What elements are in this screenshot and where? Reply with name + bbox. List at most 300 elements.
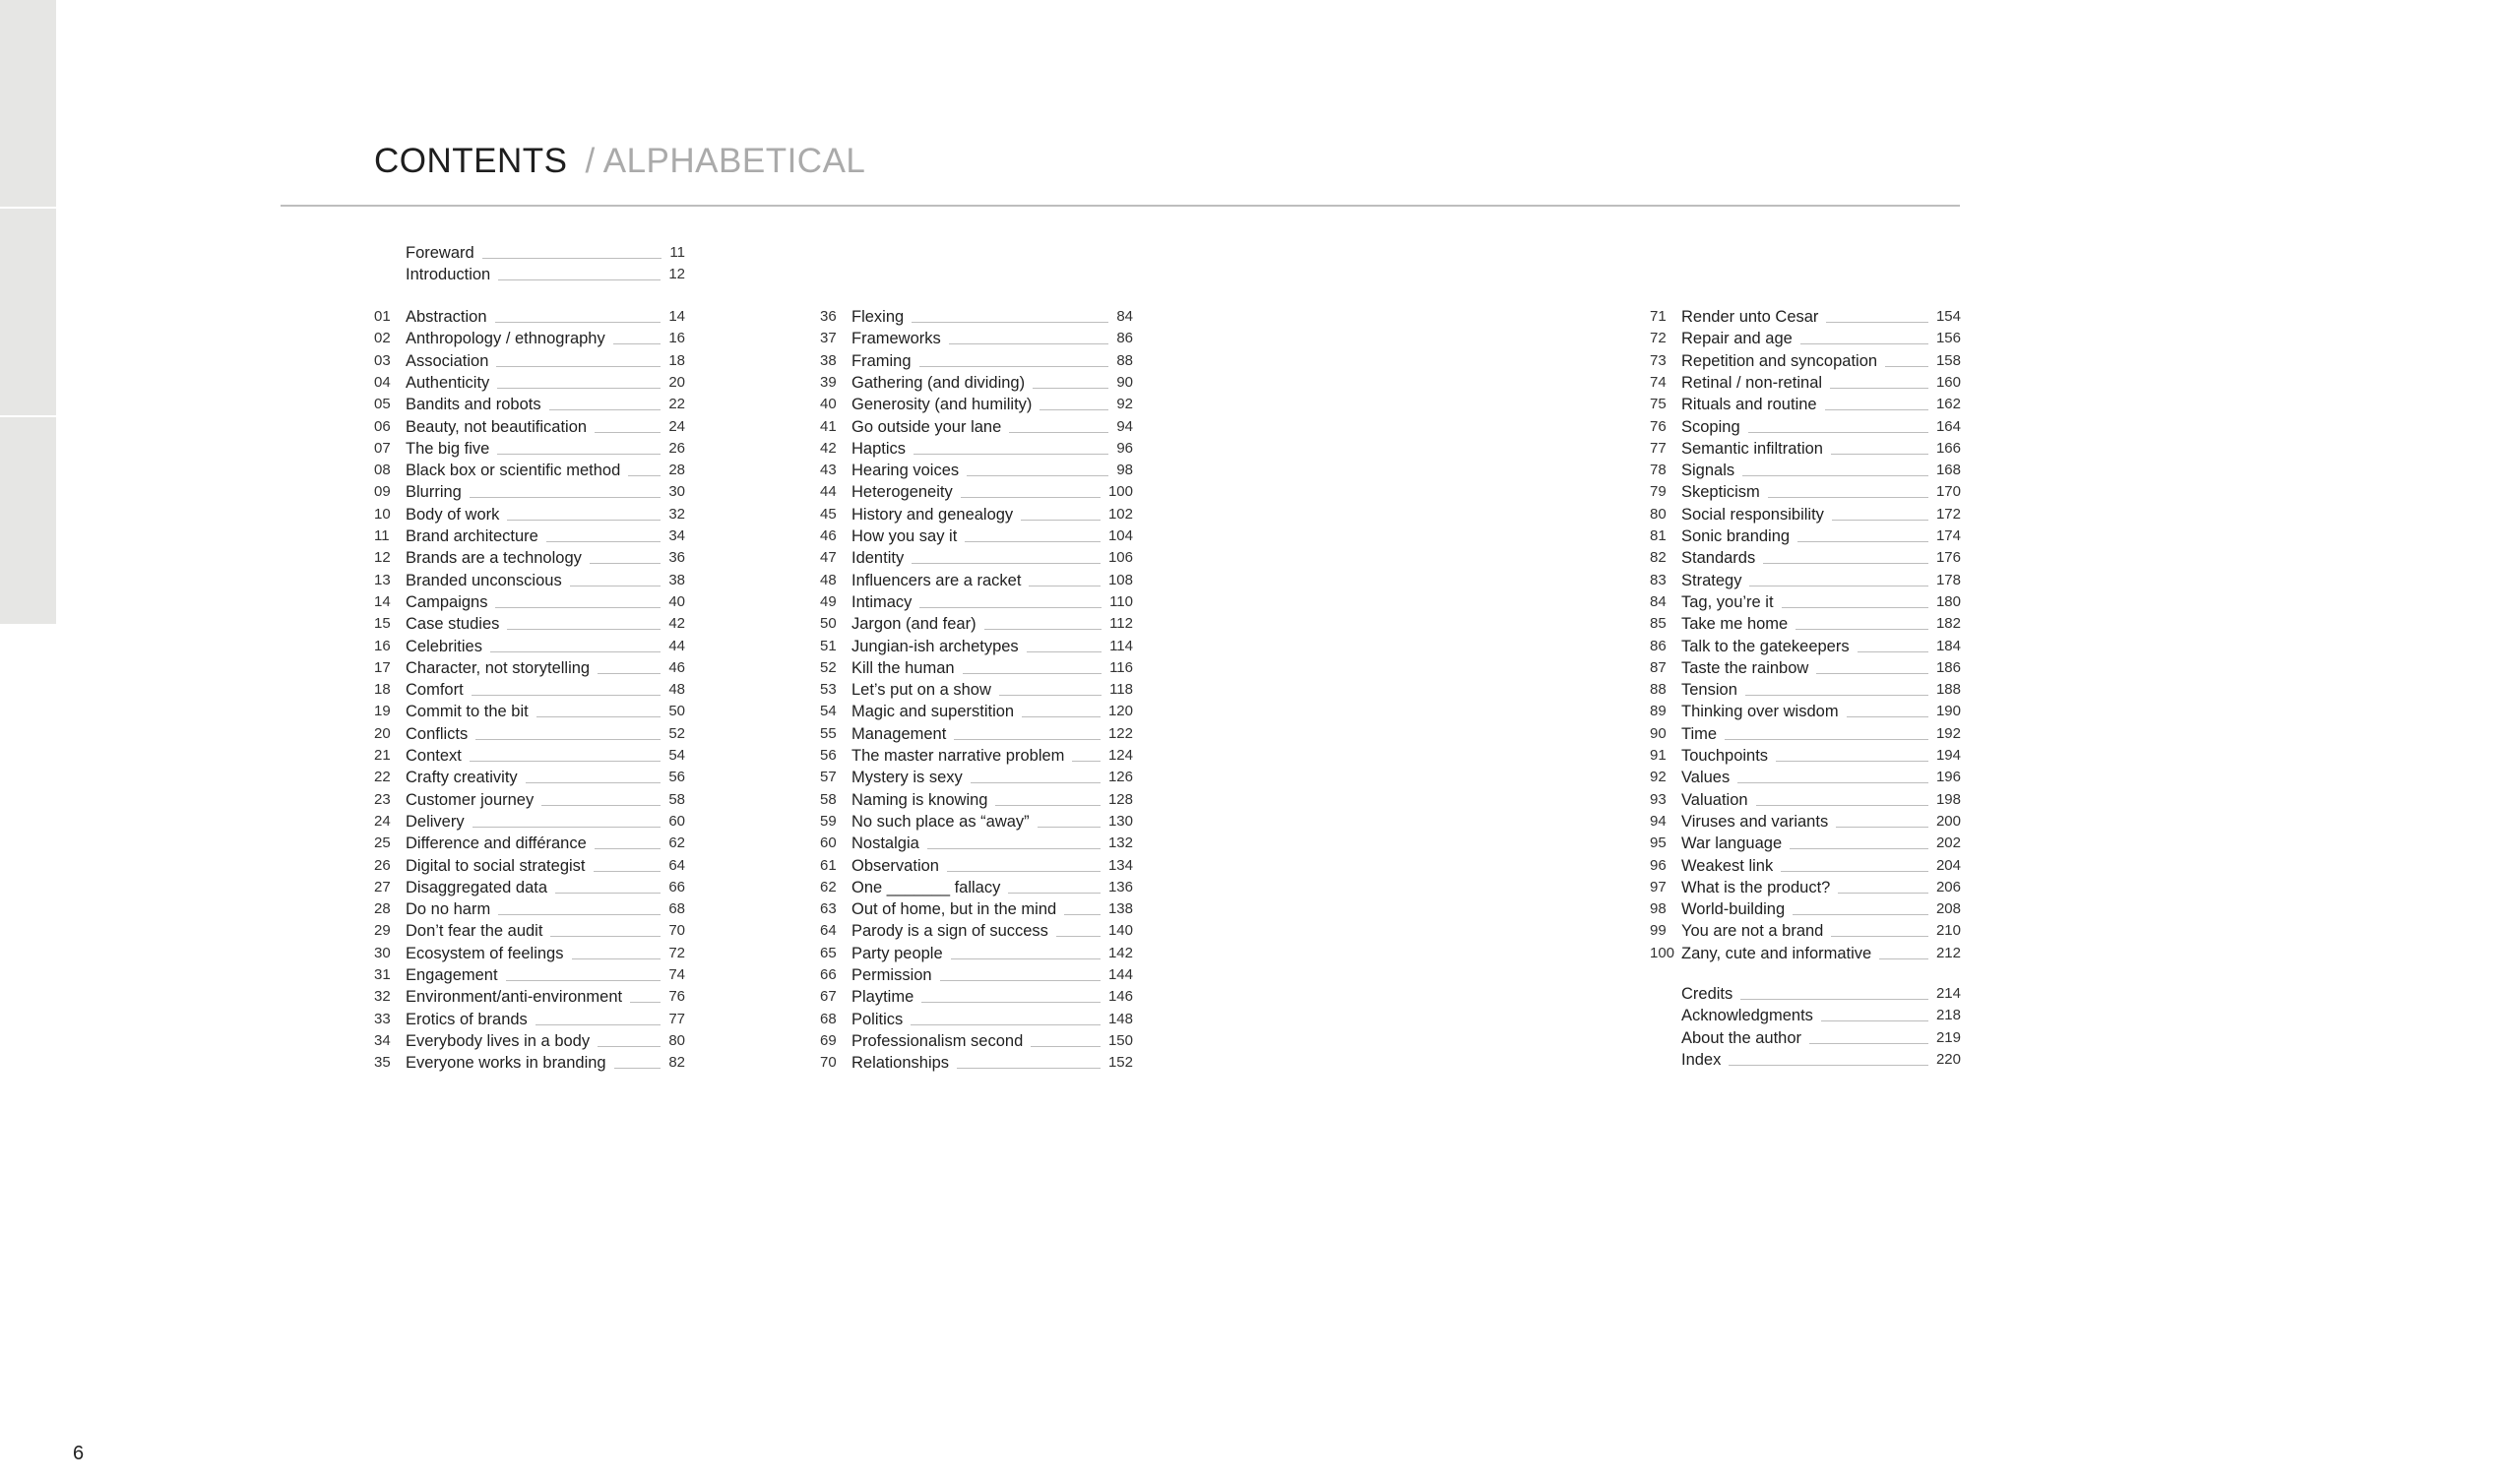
toc-entry bbox=[820, 502, 1133, 524]
entry-page-number: 164 bbox=[1935, 417, 1961, 435]
dot-leader bbox=[1879, 958, 1928, 959]
entry-number: 15 bbox=[374, 615, 391, 633]
entry-number: 52 bbox=[820, 658, 837, 676]
toc-entry bbox=[820, 962, 1133, 984]
entry-title: Taste the rainbow bbox=[1681, 658, 1809, 677]
entry-title: Professionalism second bbox=[851, 1031, 1024, 1050]
entry-page-number: 60 bbox=[668, 812, 685, 830]
entry-number: 98 bbox=[1650, 900, 1667, 918]
dot-leader bbox=[598, 1046, 661, 1047]
toc-entry bbox=[1650, 436, 1961, 458]
entry-title: Intimacy bbox=[851, 592, 913, 611]
entry-page-number: 154 bbox=[1935, 308, 1961, 325]
entry-number: 38 bbox=[820, 351, 837, 369]
entry-number: 21 bbox=[374, 747, 391, 764]
toc-entry bbox=[374, 392, 685, 413]
toc-entry bbox=[374, 326, 685, 347]
entry-number: 19 bbox=[374, 703, 391, 720]
entry-page-number: 90 bbox=[1116, 373, 1133, 391]
entry-page-number: 112 bbox=[1109, 615, 1133, 633]
toc-entry bbox=[1650, 655, 1961, 677]
toc-entry bbox=[1650, 677, 1961, 699]
toc-entry bbox=[1650, 414, 1961, 436]
entry-title: Kill the human bbox=[851, 658, 955, 677]
entry-page-number: 138 bbox=[1107, 900, 1133, 918]
toc-entry bbox=[1650, 1003, 1961, 1024]
entry-number: 44 bbox=[820, 483, 837, 501]
toc-entry bbox=[820, 634, 1133, 655]
side-tab bbox=[0, 417, 56, 626]
dot-leader bbox=[526, 782, 661, 783]
dot-leader bbox=[1830, 388, 1928, 389]
entry-page-number: 98 bbox=[1116, 462, 1133, 479]
dot-leader bbox=[914, 454, 1108, 455]
entry-title: Rituals and routine bbox=[1681, 396, 1817, 414]
entry-title: Let’s put on a show bbox=[851, 681, 991, 700]
entry-page-number: 94 bbox=[1116, 417, 1133, 435]
entry-page-number: 77 bbox=[668, 1010, 685, 1027]
entry-title: Identity bbox=[851, 549, 905, 568]
entry-title: How you say it bbox=[851, 527, 958, 545]
toc-entry bbox=[820, 479, 1133, 501]
entry-title: Thinking over wisdom bbox=[1681, 703, 1839, 721]
entry-title: Brands are a technology bbox=[406, 549, 582, 568]
toc-entry bbox=[820, 304, 1133, 326]
toc-entry bbox=[1650, 941, 1961, 962]
entry-page-number: 58 bbox=[668, 790, 685, 808]
entry-number: 60 bbox=[820, 834, 837, 852]
dot-leader bbox=[498, 914, 661, 915]
entry-page-number: 62 bbox=[668, 834, 685, 852]
entry-title: Black box or scientific method bbox=[406, 462, 621, 480]
entry-number: 66 bbox=[820, 966, 837, 983]
dot-leader bbox=[595, 848, 661, 849]
entry-title: Body of work bbox=[406, 505, 500, 524]
entry-page-number: 96 bbox=[1116, 439, 1133, 457]
entry-page-number: 92 bbox=[1116, 396, 1133, 413]
entry-title: Standards bbox=[1681, 549, 1756, 568]
entry-page-number: 200 bbox=[1935, 812, 1961, 830]
entry-title: Ecosystem of feelings bbox=[406, 944, 564, 962]
dot-leader bbox=[1748, 432, 1928, 433]
entry-page-number: 82 bbox=[668, 1054, 685, 1072]
toc-entry bbox=[374, 787, 685, 809]
entry-number: 49 bbox=[820, 592, 837, 610]
entry-page-number: 182 bbox=[1935, 615, 1961, 633]
entry-number: 75 bbox=[1650, 396, 1667, 413]
toc-entry bbox=[820, 414, 1133, 436]
entry-title: Generosity (and humility) bbox=[851, 396, 1033, 414]
toc-entry bbox=[1650, 743, 1961, 765]
dot-leader bbox=[961, 497, 1101, 498]
dot-leader bbox=[1776, 761, 1928, 762]
dot-leader bbox=[1885, 366, 1928, 367]
toc-entry bbox=[820, 589, 1133, 611]
entry-number: 87 bbox=[1650, 658, 1667, 676]
entry-page-number: 116 bbox=[1109, 658, 1133, 676]
toc-entry bbox=[374, 304, 685, 326]
toc-entry bbox=[1650, 304, 1961, 326]
dot-leader bbox=[497, 454, 661, 455]
toc-entry bbox=[1650, 875, 1961, 896]
entry-page-number: 12 bbox=[668, 266, 685, 283]
entry-title: Strategy bbox=[1681, 571, 1742, 589]
dot-leader bbox=[594, 871, 661, 872]
entry-title: Comfort bbox=[406, 681, 464, 700]
entry-number: 13 bbox=[374, 571, 391, 588]
entry-page-number: 44 bbox=[668, 637, 685, 654]
dot-leader bbox=[963, 673, 1102, 674]
entry-title: Zany, cute and informative bbox=[1681, 944, 1872, 962]
entry-number: 22 bbox=[374, 769, 391, 786]
entry-page-number: 128 bbox=[1107, 790, 1133, 808]
entry-number: 20 bbox=[374, 724, 391, 742]
toc-entry bbox=[820, 853, 1133, 875]
toc-entry bbox=[374, 634, 685, 655]
entry-page-number: 32 bbox=[668, 505, 685, 523]
entry-title: Skepticism bbox=[1681, 483, 1760, 502]
toc-entry bbox=[1650, 831, 1961, 852]
entry-title: Magic and superstition bbox=[851, 703, 1015, 721]
dot-leader bbox=[1742, 475, 1928, 476]
entry-title: Beauty, not beautification bbox=[406, 417, 588, 436]
entry-title: Repair and age bbox=[1681, 330, 1793, 348]
dot-leader bbox=[550, 936, 661, 937]
entry-page-number: 134 bbox=[1107, 856, 1133, 874]
dot-leader bbox=[1009, 432, 1108, 433]
toc-entry bbox=[1650, 524, 1961, 545]
dot-leader bbox=[590, 563, 661, 564]
entry-number: 07 bbox=[374, 439, 391, 457]
entry-page-number: 48 bbox=[668, 681, 685, 699]
dot-leader bbox=[507, 520, 661, 521]
entry-page-number: 142 bbox=[1107, 944, 1133, 961]
dot-leader bbox=[921, 1002, 1101, 1003]
toc-entry bbox=[820, 941, 1133, 962]
entry-title: Party people bbox=[851, 944, 943, 962]
entry-number: 70 bbox=[820, 1054, 837, 1072]
entry-number: 12 bbox=[374, 549, 391, 567]
entry-page-number: 220 bbox=[1935, 1050, 1961, 1068]
entry-page-number: 80 bbox=[668, 1031, 685, 1049]
toc-entry bbox=[374, 458, 685, 479]
entry-number: 16 bbox=[374, 637, 391, 654]
entry-title: What is the product? bbox=[1681, 878, 1831, 896]
entry-title: Heterogeneity bbox=[851, 483, 953, 502]
entry-number: 31 bbox=[374, 966, 391, 983]
toc-entry bbox=[374, 853, 685, 875]
entry-title: Haptics bbox=[851, 439, 907, 458]
title-subtitle: ALPHABETICAL bbox=[602, 142, 866, 180]
toc-entry bbox=[1650, 809, 1961, 831]
entry-number: 08 bbox=[374, 462, 391, 479]
dot-leader bbox=[1825, 409, 1928, 410]
toc-entry bbox=[374, 240, 685, 262]
dot-leader bbox=[1756, 805, 1928, 806]
entry-number: 91 bbox=[1650, 747, 1667, 764]
entry-number: 57 bbox=[820, 769, 837, 786]
dot-leader bbox=[549, 409, 661, 410]
dot-leader bbox=[911, 1024, 1101, 1025]
toc-entry bbox=[820, 787, 1133, 809]
dot-leader bbox=[1038, 827, 1101, 828]
entry-title: Influencers are a racket bbox=[851, 571, 1022, 589]
entry-title: Association bbox=[406, 351, 489, 370]
dot-leader bbox=[498, 279, 661, 280]
toc-entry bbox=[1650, 1025, 1961, 1047]
dot-leader bbox=[957, 1068, 1101, 1069]
entry-title: Retinal / non-retinal bbox=[1681, 373, 1823, 392]
entry-page-number: 76 bbox=[668, 988, 685, 1006]
entry-page-number: 160 bbox=[1935, 373, 1961, 391]
dot-leader bbox=[630, 1002, 661, 1003]
entry-page-number: 196 bbox=[1935, 769, 1961, 786]
entry-number: 63 bbox=[820, 900, 837, 918]
toc-entry bbox=[374, 611, 685, 633]
dot-leader bbox=[1838, 893, 1928, 894]
entry-number: 68 bbox=[820, 1010, 837, 1027]
entry-number: 35 bbox=[374, 1054, 391, 1072]
dot-leader bbox=[495, 322, 661, 323]
toc-entry bbox=[820, 984, 1133, 1006]
toc-entry bbox=[374, 743, 685, 765]
dot-leader bbox=[1729, 1065, 1928, 1066]
entry-title: Render unto Cesar bbox=[1681, 308, 1819, 326]
dot-leader bbox=[1832, 520, 1928, 521]
dot-leader bbox=[951, 958, 1101, 959]
entry-number: 99 bbox=[1650, 922, 1667, 940]
dot-leader bbox=[919, 607, 1102, 608]
entry-number: 36 bbox=[820, 308, 837, 325]
entry-page-number: 120 bbox=[1107, 703, 1133, 720]
dot-leader bbox=[1029, 586, 1101, 587]
entry-title: Character, not storytelling bbox=[406, 658, 591, 677]
entry-page-number: 56 bbox=[668, 769, 685, 786]
toc-entry bbox=[374, 370, 685, 392]
entry-title: Social responsibility bbox=[1681, 505, 1824, 524]
entry-page-number: 178 bbox=[1935, 571, 1961, 588]
entry-number: 28 bbox=[374, 900, 391, 918]
toc-entry bbox=[1650, 1047, 1961, 1069]
entry-title: Repetition and syncopation bbox=[1681, 351, 1878, 370]
entry-title: Touchpoints bbox=[1681, 747, 1769, 765]
entry-page-number: 50 bbox=[668, 703, 685, 720]
toc-entry bbox=[1650, 896, 1961, 918]
dot-leader bbox=[999, 695, 1102, 696]
entry-number: 05 bbox=[374, 396, 391, 413]
entry-page-number: 22 bbox=[668, 396, 685, 413]
entry-title: Sonic branding bbox=[1681, 527, 1791, 545]
entry-title: Flexing bbox=[851, 308, 905, 326]
entry-number: 50 bbox=[820, 615, 837, 633]
entry-number: 09 bbox=[374, 483, 391, 501]
entry-number: 17 bbox=[374, 658, 391, 676]
toc-entry bbox=[374, 545, 685, 567]
entry-number: 25 bbox=[374, 834, 391, 852]
entry-page-number: 186 bbox=[1935, 658, 1961, 676]
entry-title: Talk to the gatekeepers bbox=[1681, 637, 1850, 655]
entry-title: Relationships bbox=[851, 1054, 950, 1073]
entry-page-number: 210 bbox=[1935, 922, 1961, 940]
entry-title: Conflicts bbox=[406, 724, 469, 743]
entry-title: Jargon (and fear) bbox=[851, 615, 976, 634]
entry-page-number: 144 bbox=[1107, 966, 1133, 983]
entry-title: Blurring bbox=[406, 483, 462, 502]
toc-entry bbox=[1650, 721, 1961, 743]
entry-number: 69 bbox=[820, 1031, 837, 1049]
toc-entry bbox=[1650, 545, 1961, 567]
entry-title: War language bbox=[1681, 834, 1783, 853]
entry-number: 33 bbox=[374, 1010, 391, 1027]
entry-number: 80 bbox=[1650, 505, 1667, 523]
entry-title: Do no harm bbox=[406, 900, 491, 919]
entry-title: Semantic infiltration bbox=[1681, 439, 1823, 458]
entry-number: 27 bbox=[374, 878, 391, 895]
toc-entry bbox=[820, 545, 1133, 567]
page-title bbox=[374, 142, 865, 181]
entry-title: Acknowledgments bbox=[1681, 1007, 1813, 1025]
toc-entry bbox=[820, 392, 1133, 413]
entry-page-number: 168 bbox=[1935, 462, 1961, 479]
entry-page-number: 156 bbox=[1935, 330, 1961, 347]
toc-entry bbox=[374, 1028, 685, 1050]
toc-entry bbox=[374, 524, 685, 545]
entry-number: 73 bbox=[1650, 351, 1667, 369]
toc-entry bbox=[820, 326, 1133, 347]
entry-number: 90 bbox=[1650, 724, 1667, 742]
dot-leader bbox=[927, 848, 1101, 849]
entry-page-number: 158 bbox=[1935, 351, 1961, 369]
dot-leader bbox=[1064, 914, 1101, 915]
entry-title: Bandits and robots bbox=[406, 396, 541, 414]
entry-page-number: 214 bbox=[1935, 985, 1961, 1002]
entry-title: Tag, you’re it bbox=[1681, 592, 1774, 611]
dot-leader bbox=[536, 1024, 661, 1025]
entry-number: 40 bbox=[820, 396, 837, 413]
entry-title: Politics bbox=[851, 1010, 904, 1028]
dot-leader bbox=[572, 958, 661, 959]
entry-title: Digital to social strategist bbox=[406, 856, 586, 875]
entry-page-number: 26 bbox=[668, 439, 685, 457]
entry-number: 71 bbox=[1650, 308, 1667, 325]
entry-page-number: 188 bbox=[1935, 681, 1961, 699]
toc-entry bbox=[374, 941, 685, 962]
toc-entry bbox=[820, 348, 1133, 370]
dot-leader bbox=[546, 541, 661, 542]
entry-title: Values bbox=[1681, 769, 1731, 787]
entry-title: Valuation bbox=[1681, 790, 1748, 809]
entry-number: 56 bbox=[820, 747, 837, 764]
entry-title: Scoping bbox=[1681, 417, 1740, 436]
toc-entry bbox=[374, 479, 685, 501]
dot-leader bbox=[1021, 520, 1101, 521]
entry-title: History and genealogy bbox=[851, 505, 1014, 524]
dot-leader bbox=[1033, 388, 1108, 389]
entry-page-number: 28 bbox=[668, 462, 685, 479]
toc-entry bbox=[820, 896, 1133, 918]
entry-number: 51 bbox=[820, 637, 837, 654]
toc-entry bbox=[1650, 479, 1961, 501]
entry-title: Permission bbox=[851, 966, 932, 984]
entry-page-number: 126 bbox=[1107, 769, 1133, 786]
dot-leader bbox=[995, 805, 1101, 806]
toc-entry bbox=[374, 809, 685, 831]
entry-title: Framing bbox=[851, 351, 912, 370]
toc-entry bbox=[820, 721, 1133, 743]
entry-page-number: 110 bbox=[1109, 592, 1133, 610]
entry-number: 18 bbox=[374, 681, 391, 699]
entry-number: 11 bbox=[374, 527, 390, 544]
entry-page-number: 130 bbox=[1107, 812, 1133, 830]
header-rule bbox=[281, 205, 1960, 207]
entry-title: Celebrities bbox=[406, 637, 482, 655]
entry-page-number: 202 bbox=[1935, 834, 1961, 852]
toc-entry bbox=[374, 436, 685, 458]
toc-entry bbox=[374, 677, 685, 699]
dot-leader bbox=[613, 343, 661, 344]
entry-number: 46 bbox=[820, 527, 837, 544]
entry-page-number: 190 bbox=[1935, 703, 1961, 720]
entry-number: 39 bbox=[820, 373, 837, 391]
entry-page-number: 172 bbox=[1935, 505, 1961, 523]
dot-leader bbox=[912, 322, 1108, 323]
entry-page-number: 132 bbox=[1107, 834, 1133, 852]
entry-page-number: 218 bbox=[1935, 1007, 1961, 1024]
entry-title: Gathering (and dividing) bbox=[851, 373, 1026, 392]
dot-leader bbox=[1831, 454, 1928, 455]
dot-leader bbox=[506, 980, 661, 981]
toc-entry bbox=[374, 589, 685, 611]
dot-leader bbox=[495, 607, 661, 608]
entry-page-number: 166 bbox=[1935, 439, 1961, 457]
toc-entry bbox=[820, 809, 1133, 831]
entry-number: 59 bbox=[820, 812, 837, 830]
dot-leader bbox=[475, 739, 661, 740]
dot-leader bbox=[614, 1068, 661, 1069]
entry-number: 83 bbox=[1650, 571, 1667, 588]
dot-leader bbox=[628, 475, 661, 476]
entry-title: Frameworks bbox=[851, 330, 941, 348]
entry-title: Parody is a sign of success bbox=[851, 922, 1048, 941]
entry-number: 97 bbox=[1650, 878, 1667, 895]
entry-number: 06 bbox=[374, 417, 391, 435]
entry-page-number: 206 bbox=[1935, 878, 1961, 895]
entry-number: 42 bbox=[820, 439, 837, 457]
dot-leader bbox=[470, 761, 661, 762]
entry-number: 96 bbox=[1650, 856, 1667, 874]
entry-title: Jungian-ish archetypes bbox=[851, 637, 1019, 655]
toc-entry bbox=[374, 721, 685, 743]
entry-number: 45 bbox=[820, 505, 837, 523]
dot-leader bbox=[954, 739, 1101, 740]
toc-entry bbox=[374, 262, 685, 283]
dot-leader bbox=[1831, 936, 1928, 937]
dot-leader bbox=[472, 827, 661, 828]
entry-number: 72 bbox=[1650, 330, 1667, 347]
entry-title: Nostalgia bbox=[851, 834, 919, 853]
entry-title: Erotics of brands bbox=[406, 1010, 528, 1028]
entry-page-number: 14 bbox=[668, 308, 685, 325]
entry-page-number: 100 bbox=[1107, 483, 1133, 501]
entry-number: 74 bbox=[1650, 373, 1667, 391]
toc-entry bbox=[820, 458, 1133, 479]
entry-number: 26 bbox=[374, 856, 391, 874]
entry-title: Commit to the bit bbox=[406, 703, 529, 721]
entry-page-number: 42 bbox=[668, 615, 685, 633]
entry-title: Crafty creativity bbox=[406, 769, 518, 787]
entry-title: Campaigns bbox=[406, 592, 488, 611]
dot-leader bbox=[1056, 936, 1101, 937]
